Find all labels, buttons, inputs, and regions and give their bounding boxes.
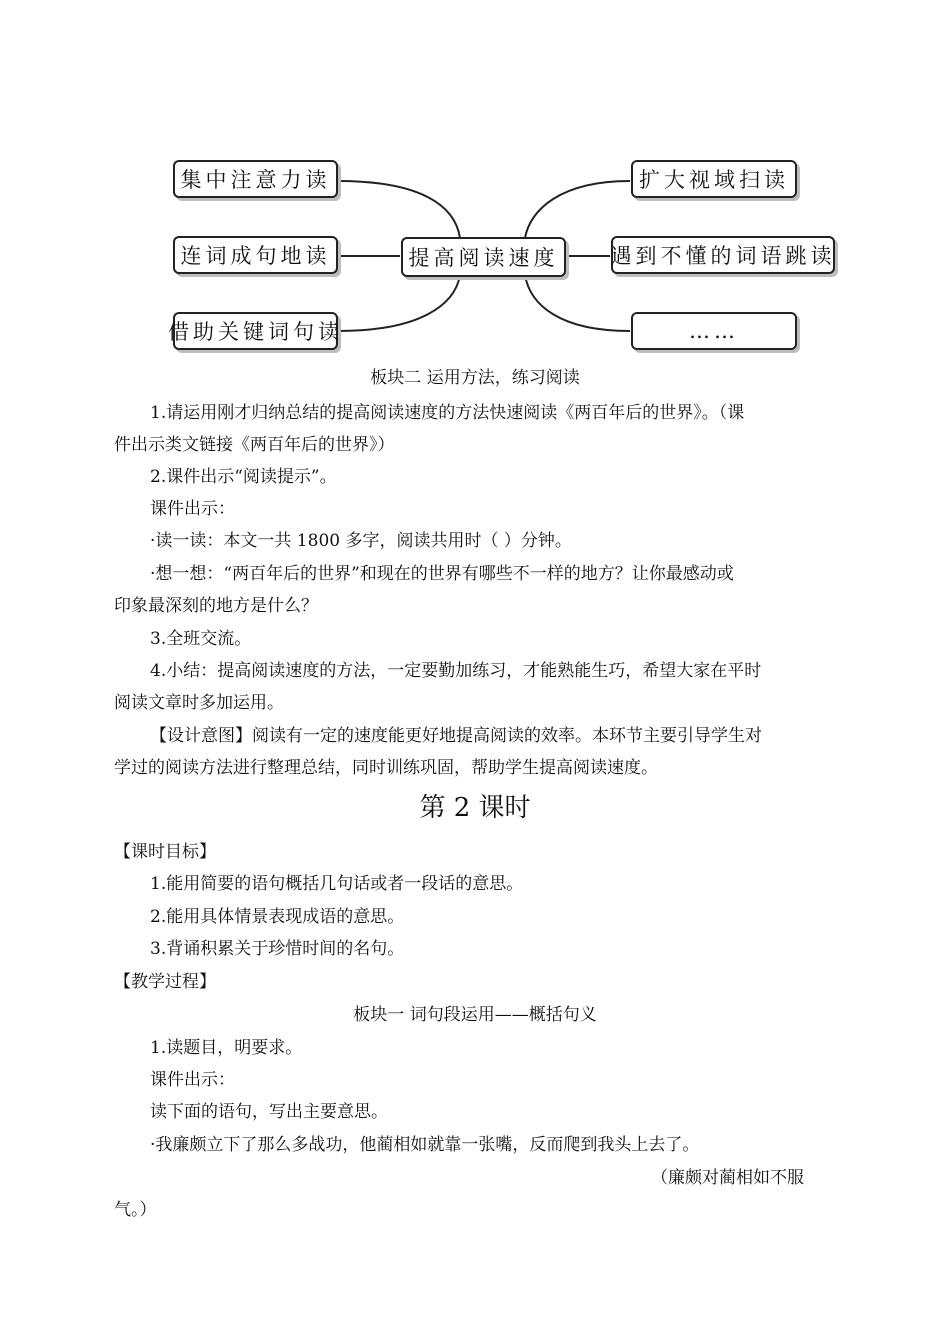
paragraph-line: 1.读题目，明要求。 — [150, 1038, 303, 1058]
lesson-title: 第 2 课时 — [419, 793, 531, 823]
paragraph-line: 【设计意图】阅读有一定的速度能更好地提高阅读的效率。本环节主要引导学生对 — [150, 726, 762, 746]
paragraph-line: 阅读文章时多加运用。 — [114, 693, 284, 713]
mind-map — [0, 0, 950, 360]
paragraph-line: 件出示类文链接《两百年后的世界》） — [114, 435, 395, 455]
paragraph-line: 课件出示： — [150, 499, 235, 519]
mind-map-node-skip: 遇到不懂的词语跳读 — [611, 236, 835, 274]
mind-map-node-focus: 集中注意力读 — [173, 160, 338, 198]
paragraph-line: 学过的阅读方法进行整理总结，同时训练巩固，帮助学生提高阅读速度。 — [114, 758, 658, 778]
goal-item: 1.能用简要的语句概括几句话或者一段话的意思。 — [150, 874, 524, 894]
section-title: 板块二 运用方法，练习阅读 — [370, 368, 580, 388]
mind-map-node-more: …… — [631, 312, 797, 350]
process-heading: 【教学过程】 — [114, 972, 216, 992]
bullet-line: ·我廉颇立下了那么多战功，他蔺相如就靠一张嘴，反而爬到我头上去了。 — [150, 1135, 700, 1155]
answer-line: 气。） — [114, 1200, 157, 1220]
mind-map-node-phrase: 连词成句地读 — [173, 236, 338, 274]
paragraph-line: 1.请运用刚才归纳总结的提高阅读速度的方法快速阅读《两百年后的世界》。（课 — [150, 403, 745, 423]
paragraph-line: 课件出示： — [150, 1070, 235, 1090]
mind-map-center-node: 提高阅读速度 — [401, 237, 566, 277]
block-title: 板块一 词句段运用——概括句义 — [353, 1005, 597, 1025]
goals-heading: 【课时目标】 — [114, 842, 216, 862]
bullet-line: ·想一想：“两百年后的世界”和现在的世界有哪些不一样的地方？让你最感动或 — [150, 564, 734, 584]
paragraph-line: 2.课件出示“阅读提示”。 — [150, 467, 337, 487]
paragraph-line: 印象最深刻的地方是什么？ — [114, 596, 318, 616]
paragraph-line: 读下面的语句，写出主要意思。 — [150, 1102, 388, 1122]
goal-item: 2.能用具体情景表现成语的意思。 — [150, 907, 405, 927]
mind-map-node-keywords: 借助关键词句读 — [173, 312, 338, 350]
paragraph-line: 3.全班交流。 — [150, 629, 252, 649]
answer-line: （廉颇对蔺相如不服 — [651, 1168, 804, 1188]
mind-map-node-scan: 扩大视域扫读 — [631, 160, 797, 198]
paragraph-line: 4.小结：提高阅读速度的方法，一定要勤加练习，才能熟能生巧，希望大家在平时 — [150, 661, 762, 681]
bullet-line: ·读一读：本文一共 1800 多字，阅读共用时（ ）分钟。 — [150, 531, 572, 551]
goal-item: 3.背诵积累关于珍惜时间的名句。 — [150, 939, 405, 959]
mind-map-links — [0, 0, 950, 360]
